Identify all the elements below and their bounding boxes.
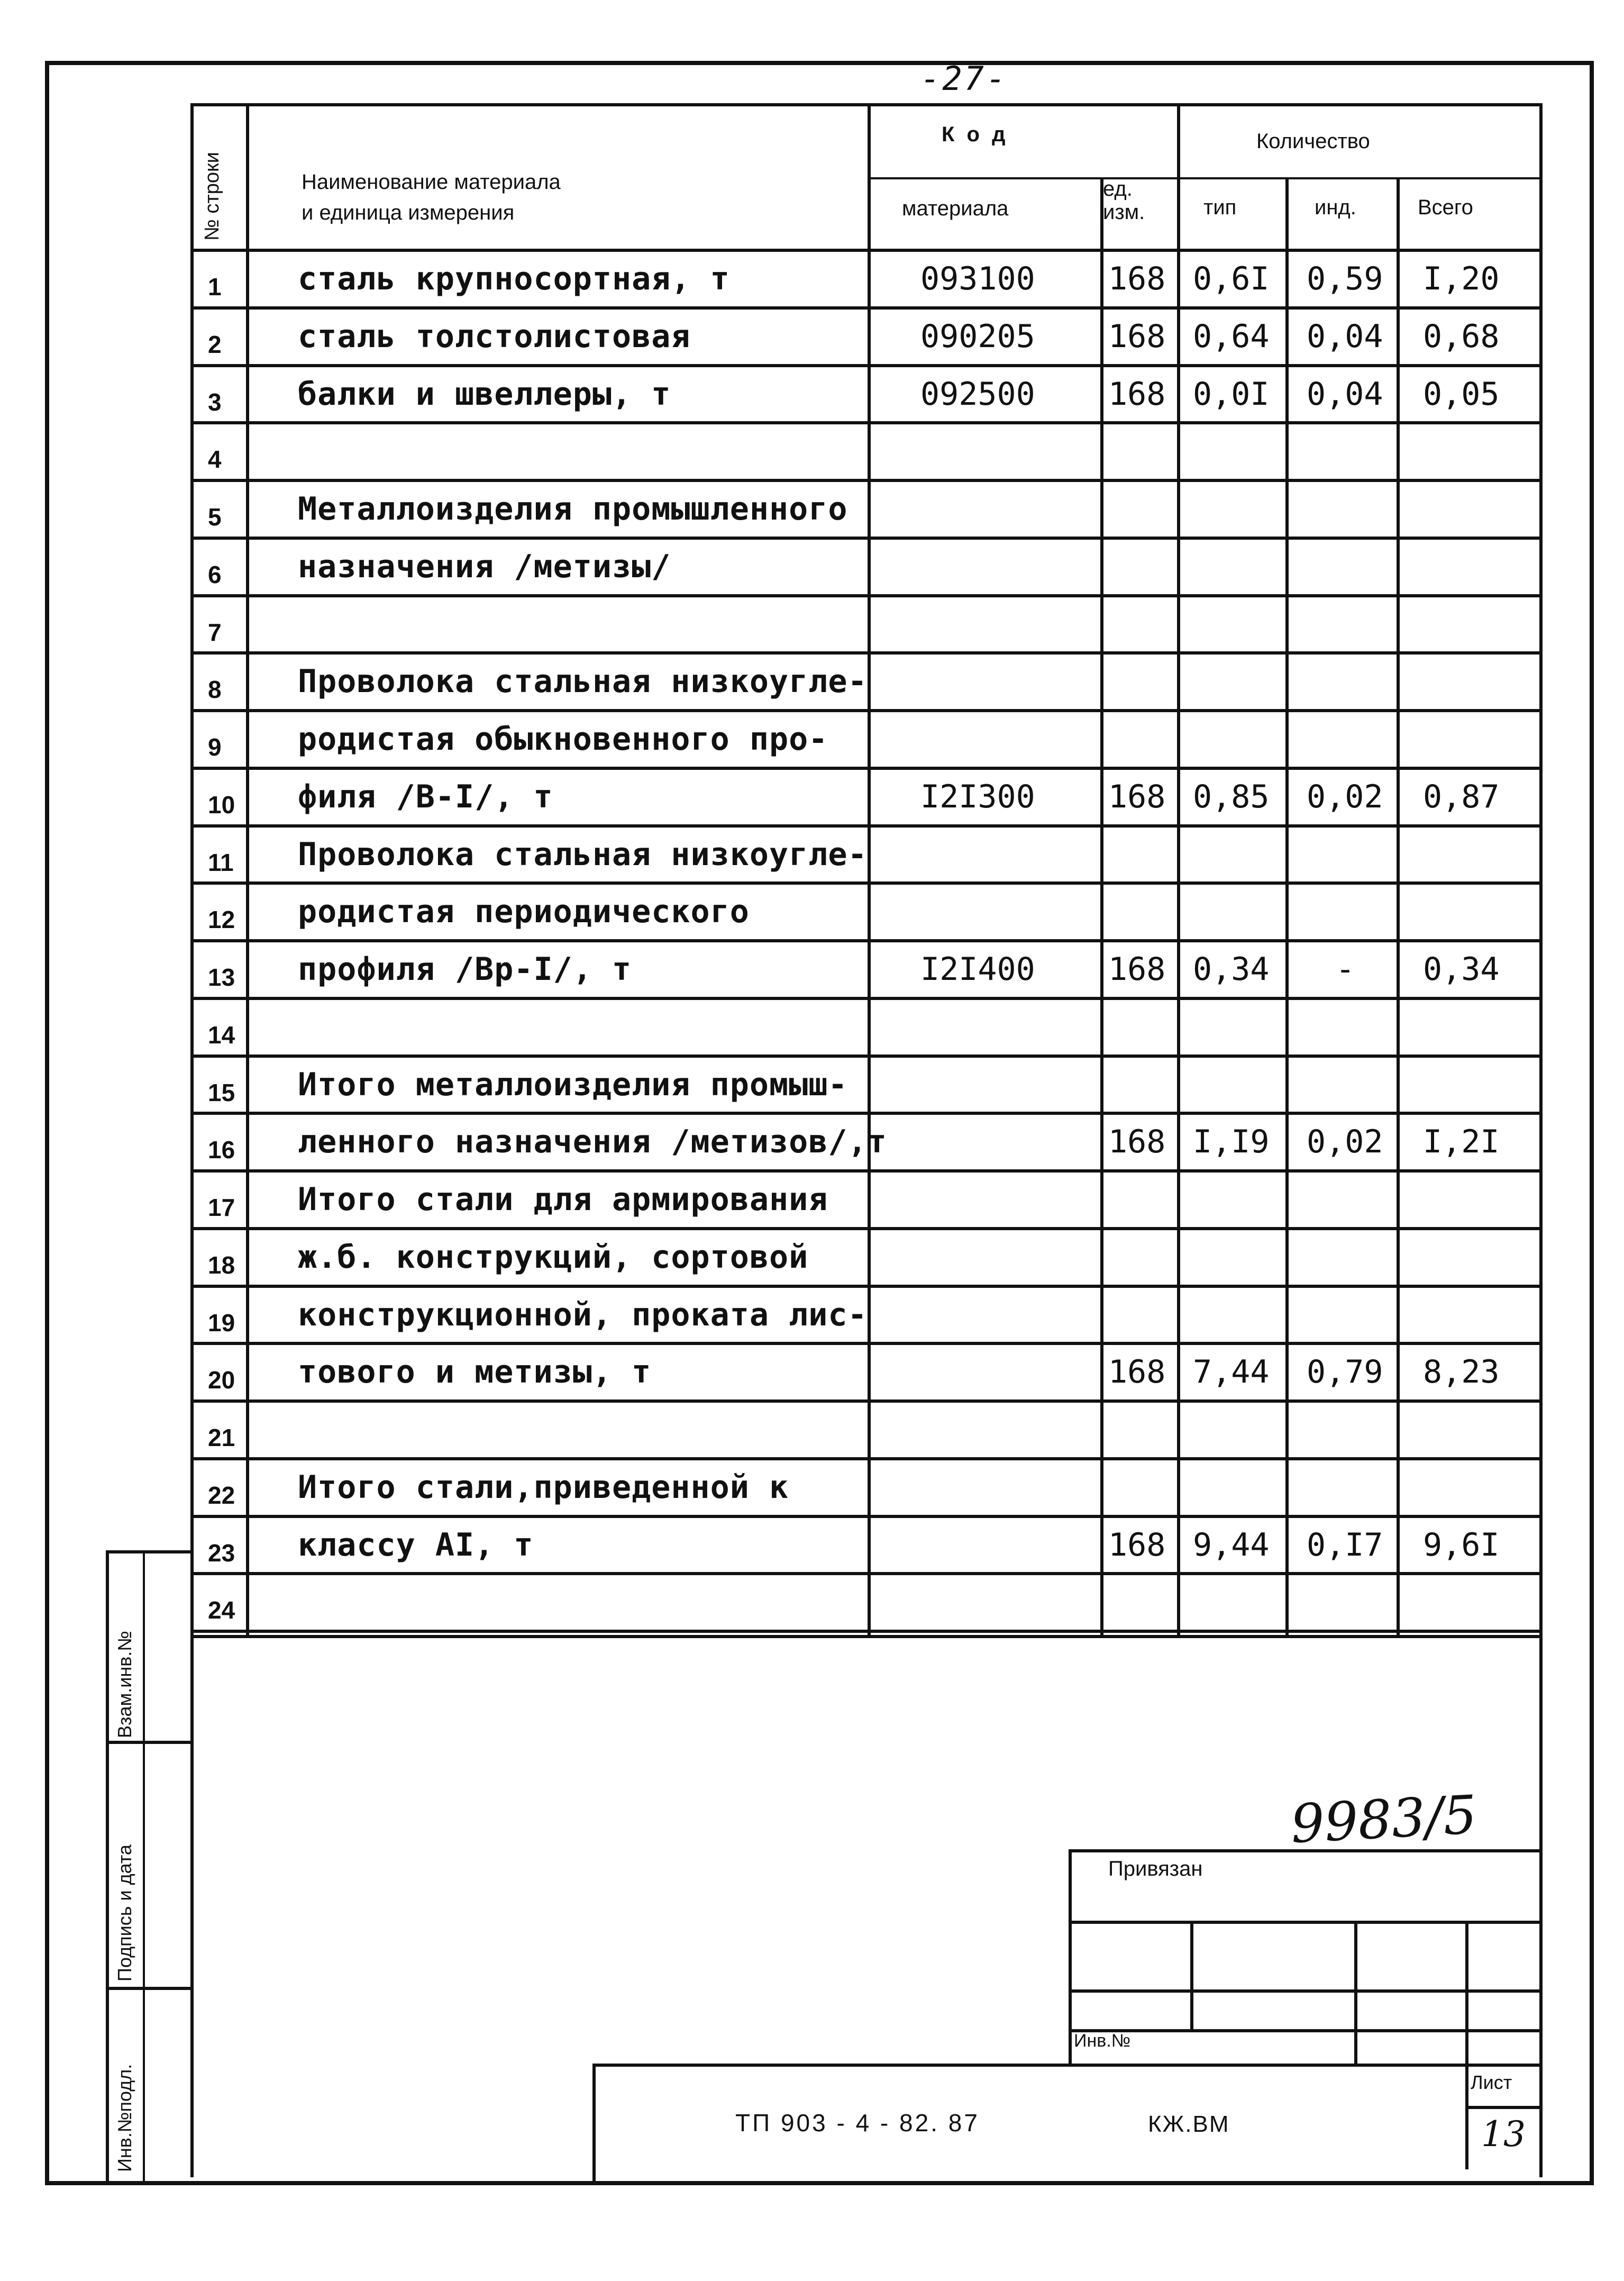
privyazan-label: Привязан bbox=[1108, 1857, 1203, 1880]
page-number: -27- bbox=[920, 59, 1008, 98]
qty-ind: - bbox=[1336, 951, 1355, 988]
row-divider bbox=[190, 709, 1542, 712]
row-divider bbox=[190, 1227, 1542, 1230]
row-number: 23 bbox=[208, 1539, 235, 1567]
unit-code: 168 bbox=[1108, 951, 1166, 988]
row-divider bbox=[190, 824, 1542, 828]
qty-type: 0,34 bbox=[1193, 951, 1270, 988]
qty-type: I,I9 bbox=[1193, 1123, 1270, 1161]
row-divider bbox=[190, 306, 1542, 310]
row-number: 17 bbox=[208, 1194, 235, 1221]
material-code: 092500 bbox=[920, 375, 1035, 413]
row-number: 15 bbox=[208, 1078, 235, 1106]
header-qty-ind: инд. bbox=[1315, 196, 1356, 219]
header-qty-type: тип bbox=[1203, 196, 1237, 219]
unit-code: 168 bbox=[1108, 1353, 1166, 1391]
row-number: 19 bbox=[208, 1308, 235, 1337]
row-number: 18 bbox=[208, 1251, 235, 1279]
row-divider bbox=[190, 1055, 1542, 1058]
qty-ind: 0,04 bbox=[1307, 317, 1383, 355]
row-number: 9 bbox=[208, 733, 222, 761]
material-name: назначения /метизы/ bbox=[298, 548, 671, 585]
qty-ind: 0,02 bbox=[1307, 1123, 1383, 1161]
row-divider bbox=[190, 1515, 1542, 1518]
qty-type: 0,0I bbox=[1193, 375, 1270, 413]
header-code-material: материала bbox=[902, 197, 1009, 220]
row-divider bbox=[190, 1112, 1542, 1115]
row-number: 12 bbox=[208, 906, 235, 934]
row-number: 16 bbox=[208, 1136, 235, 1164]
row-divider bbox=[190, 364, 1542, 367]
qty-total: 8,23 bbox=[1423, 1353, 1500, 1391]
unit-code: 168 bbox=[1108, 778, 1166, 815]
header-code: К о д bbox=[942, 123, 1009, 146]
material-name: филя /В-I/, т bbox=[298, 778, 553, 815]
unit-code: 168 bbox=[1108, 1526, 1166, 1564]
row-number: 11 bbox=[208, 848, 234, 876]
material-name: ж.б. конструкций, сортовой bbox=[298, 1238, 809, 1276]
qty-total: 0,34 bbox=[1423, 951, 1500, 988]
material-name: Проволока стальная низкоугле- bbox=[298, 835, 868, 873]
qty-type: 7,44 bbox=[1193, 1353, 1270, 1391]
unit-code: 168 bbox=[1108, 260, 1166, 297]
row-divider bbox=[190, 1342, 1542, 1345]
qty-total: I,20 bbox=[1423, 260, 1500, 297]
row-divider bbox=[190, 1285, 1542, 1288]
sheet-label: Лист bbox=[1471, 2071, 1512, 2093]
qty-total: 0,05 bbox=[1423, 375, 1500, 413]
material-code: 093100 bbox=[920, 260, 1035, 297]
qty-ind: 0,04 bbox=[1307, 375, 1383, 413]
qty-type: 0,6I bbox=[1193, 260, 1270, 297]
row-divider bbox=[190, 651, 1542, 655]
qty-ind: 0,59 bbox=[1307, 260, 1383, 297]
qty-ind: 0,02 bbox=[1307, 778, 1383, 815]
row-divider bbox=[190, 1572, 1542, 1575]
document-mark: КЖ.ВМ bbox=[1148, 2111, 1230, 2137]
row-divider bbox=[190, 421, 1542, 424]
row-number: 24 bbox=[208, 1596, 235, 1624]
unit-code: 168 bbox=[1108, 375, 1166, 413]
row-divider bbox=[190, 1457, 1542, 1460]
row-divider bbox=[190, 1630, 1542, 1633]
material-code: I2I300 bbox=[920, 778, 1035, 815]
row-number: 20 bbox=[208, 1366, 235, 1394]
document-code: ТП 903 - 4 - 82. 87 bbox=[735, 2109, 980, 2137]
row-divider bbox=[190, 1400, 1542, 1403]
material-name: классу АI, т bbox=[298, 1526, 534, 1564]
qty-type: 0,64 bbox=[1193, 317, 1270, 355]
row-divider bbox=[190, 594, 1542, 597]
row-number: 13 bbox=[208, 964, 235, 991]
row-number: 10 bbox=[208, 790, 235, 819]
row-number: 5 bbox=[208, 503, 222, 531]
header-code-unit: ед. изм. bbox=[1103, 177, 1145, 224]
podpis-label: Подпись и дата bbox=[114, 1844, 135, 1982]
row-number: 14 bbox=[208, 1021, 235, 1049]
handwritten-number: 9983/5 bbox=[1289, 1783, 1479, 1856]
material-name: Итого металлоизделия промыш- bbox=[298, 1066, 848, 1103]
row-divider bbox=[190, 939, 1542, 942]
material-name: Итого стали,приведенной к bbox=[298, 1468, 789, 1506]
qty-ind: 0,79 bbox=[1307, 1353, 1383, 1391]
material-name: тового и метизы, т bbox=[298, 1353, 652, 1391]
row-divider bbox=[190, 997, 1542, 1000]
material-name: родистая обыкновенного про- bbox=[298, 721, 828, 758]
row-number: 21 bbox=[208, 1424, 235, 1451]
row-divider bbox=[190, 479, 1542, 482]
row-number: 3 bbox=[208, 388, 222, 416]
material-name: Проволока стальная низкоугле- bbox=[298, 663, 868, 701]
qty-type: 9,44 bbox=[1193, 1526, 1270, 1564]
header-qty-total: Всего bbox=[1418, 196, 1473, 219]
sheet-number: 13 bbox=[1481, 2114, 1526, 2155]
vzam-inv-label: Взам.инв.№ bbox=[114, 1630, 135, 1738]
header-quantity: Количество bbox=[1256, 130, 1370, 153]
row-divider bbox=[190, 881, 1542, 885]
qty-total: I,2I bbox=[1423, 1123, 1500, 1161]
material-name: родистая периодического bbox=[298, 893, 750, 931]
header-name: Наименование материала и единица измерения bbox=[302, 170, 561, 224]
row-divider bbox=[190, 1169, 1542, 1173]
material-name: сталь толстолистовая bbox=[298, 317, 691, 355]
row-number: 4 bbox=[208, 446, 222, 474]
header-row-no: № строки bbox=[201, 152, 223, 241]
unit-code: 168 bbox=[1108, 317, 1166, 355]
row-number: 8 bbox=[208, 676, 222, 704]
row-divider bbox=[190, 537, 1542, 540]
material-name: сталь крупносортная, т bbox=[298, 260, 730, 297]
row-number: 2 bbox=[208, 330, 222, 358]
row-number: 1 bbox=[208, 273, 222, 301]
inv-podl-label: Инв.№подл. bbox=[114, 2064, 135, 2172]
material-code: 090205 bbox=[920, 317, 1035, 355]
material-name: ленного назначения /метизов/,т bbox=[298, 1123, 887, 1161]
inv-no-label: Инв.№ bbox=[1074, 2031, 1131, 2051]
qty-total: 0,87 bbox=[1423, 778, 1500, 815]
row-divider bbox=[190, 767, 1542, 770]
material-name: Итого стали для армирования bbox=[298, 1181, 828, 1218]
qty-total: 9,6I bbox=[1423, 1526, 1500, 1564]
qty-type: 0,85 bbox=[1193, 778, 1270, 815]
unit-code: 168 bbox=[1108, 1123, 1166, 1161]
material-name: Металлоизделия промышленного bbox=[298, 490, 848, 528]
material-name: балки и швеллеры, т bbox=[298, 375, 671, 413]
material-name: профиля /Вр-I/, т bbox=[298, 951, 632, 988]
qty-total: 0,68 bbox=[1423, 317, 1500, 355]
row-number: 6 bbox=[208, 560, 222, 588]
row-number: 22 bbox=[208, 1481, 235, 1509]
material-code: I2I400 bbox=[920, 951, 1035, 988]
row-number: 7 bbox=[208, 618, 222, 646]
qty-ind: 0,I7 bbox=[1307, 1526, 1383, 1564]
material-name: конструкционной, проката лис- bbox=[298, 1296, 868, 1333]
